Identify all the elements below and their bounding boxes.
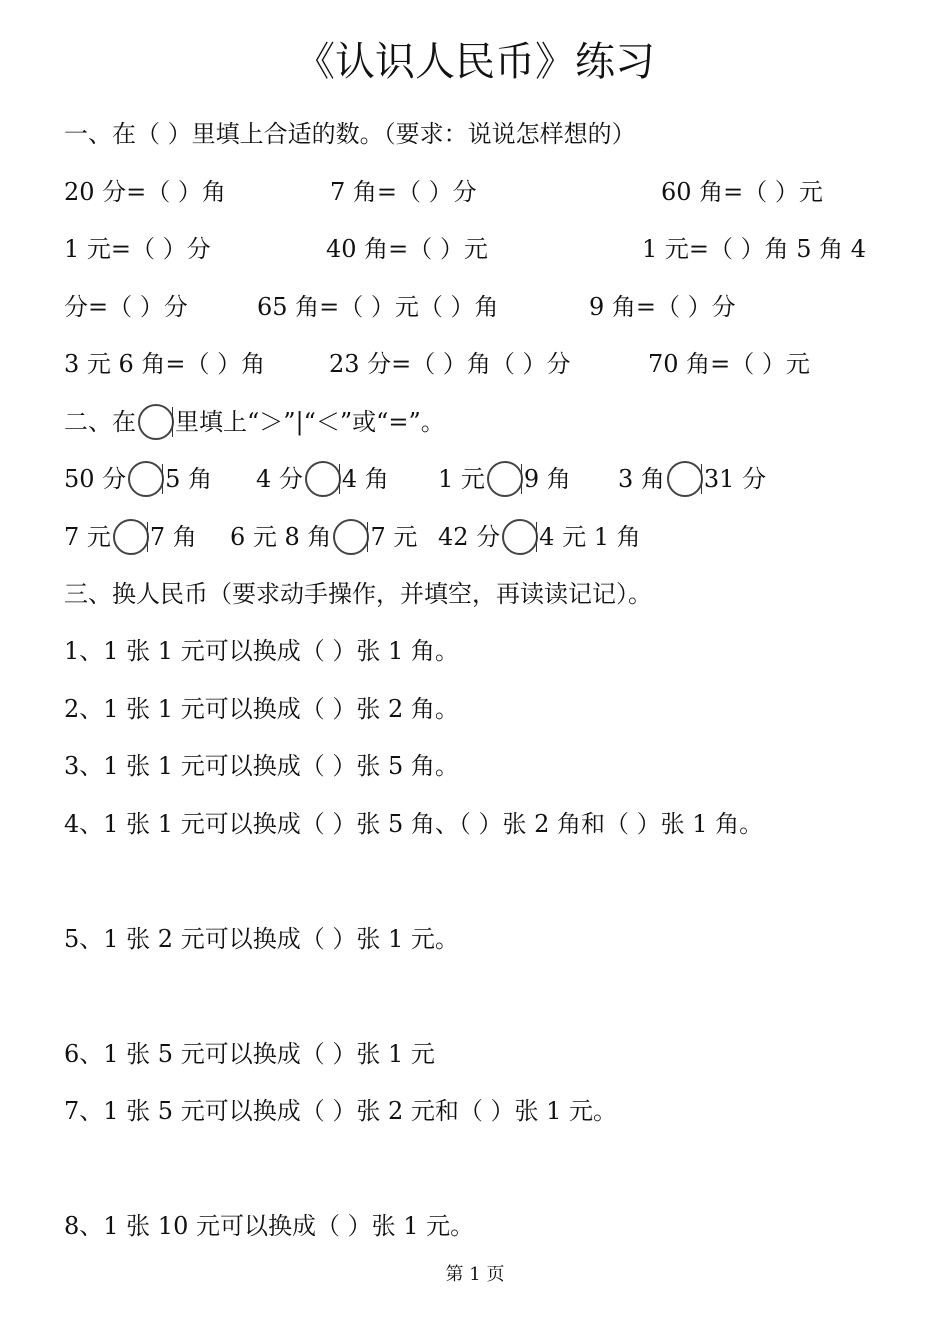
section1-row-1: [64, 174, 894, 210]
question-cell: 20 分=（ ）角: [64, 178, 226, 206]
page-number: 第 1 页: [445, 1264, 505, 1285]
answer-circle-icon[interactable]: [138, 404, 174, 440]
exchange-item-1: 1、1 张 1 元可以换成（ ）张 1 角。: [64, 637, 459, 665]
question-cell: 40 角=（ ）元: [326, 235, 488, 263]
compare-item: [618, 461, 766, 499]
compare-left: 50 分: [64, 465, 127, 493]
compare-right: 9 角: [523, 465, 571, 493]
exchange-item-5: 5、1 张 2 元可以换成（ ）张 1 元。: [64, 925, 459, 953]
exchange-item-7: 7、1 张 5 元可以换成（ ）张 2 元和（ ）张 1 元。: [64, 1097, 618, 1125]
question-cell: 1 元=（ ）角 5 角 4: [642, 235, 867, 263]
section2-heading-after: 里填上“＞”|“＜”或“=”。: [175, 408, 445, 436]
question-cell: 1 元=（ ）分: [64, 235, 211, 263]
answer-circle-icon[interactable]: [667, 461, 703, 497]
section2-heading-before: 二、在: [64, 408, 136, 436]
compare-right: 4 角: [341, 465, 389, 493]
section2-row-2: [64, 519, 894, 555]
compare-left: 1 元: [438, 465, 485, 493]
circle-divider: [367, 522, 368, 552]
exchange-item-2: 2、1 张 1 元可以换成（ ）张 2 角。: [64, 695, 459, 723]
compare-left: 42 分: [438, 523, 501, 551]
compare-item: [438, 461, 571, 499]
answer-circle-icon[interactable]: [487, 461, 523, 497]
compare-item: [64, 519, 197, 557]
answer-circle-icon[interactable]: [305, 461, 341, 497]
compare-item: [256, 461, 389, 499]
answer-circle-icon[interactable]: [113, 519, 149, 555]
question-cell: 23 分=（ ）角（ ）分: [329, 350, 571, 378]
compare-right: 7 元: [370, 523, 418, 551]
question-cell: 3 元 6 角=（ ）角: [64, 350, 266, 378]
compare-left: 4 分: [256, 465, 303, 493]
section1-row-4: [64, 346, 894, 382]
question-cell: 70 角=（ ）元: [648, 350, 810, 378]
compare-item: [230, 519, 417, 557]
question-cell: 65 角=（ ）元（ ）角: [257, 293, 499, 321]
exchange-item-8: 8、1 张 10 元可以换成（ ）张 1 元。: [64, 1212, 475, 1240]
compare-left: 3 角: [618, 465, 665, 493]
exchange-item-3: 3、1 张 1 元可以换成（ ）张 5 角。: [64, 752, 459, 780]
question-cell: 分=（ ）分: [64, 293, 188, 321]
compare-right: 5 角: [165, 465, 213, 493]
exchange-item-4: 4、1 张 1 元可以换成（ ）张 5 角、（ ）张 2 角和（ ）张 1 角。: [64, 810, 764, 838]
circle-divider: [162, 464, 163, 494]
question-cell: 60 角=（ ）元: [661, 178, 823, 206]
circle-divider: [147, 522, 148, 552]
circle-divider: [521, 464, 522, 494]
answer-circle-icon[interactable]: [333, 519, 369, 555]
section3-heading: 三、换人民币（要求动手操作，并填空，再读读记记）。: [64, 580, 652, 608]
circle-divider: [701, 464, 702, 494]
answer-circle-icon[interactable]: [128, 461, 164, 497]
compare-item: [64, 461, 212, 499]
circle-divider: [172, 407, 173, 437]
section2-heading: [64, 404, 445, 440]
section1-heading: 一、在（ ）里填上合适的数。（要求：说说怎样想的）: [64, 120, 636, 148]
compare-right: 31 分: [703, 465, 767, 493]
section1-row-2: [64, 231, 894, 267]
question-cell: 7 角=（ ）分: [330, 178, 477, 206]
compare-left: 7 元: [64, 523, 111, 551]
answer-circle-icon[interactable]: [502, 519, 538, 555]
compare-right: 7 角: [149, 523, 197, 551]
compare-left: 6 元 8 角: [230, 523, 332, 551]
section2-row-1: [64, 461, 894, 497]
circle-divider: [339, 464, 340, 494]
page-title: 《认识人民币》练习: [295, 39, 655, 85]
circle-divider: [536, 522, 537, 552]
compare-item: [438, 519, 641, 557]
exchange-item-6: 6、1 张 5 元可以换成（ ）张 1 元: [64, 1040, 435, 1068]
section1-row-3: [64, 289, 894, 325]
compare-right: 4 元 1 角: [539, 523, 641, 551]
question-cell: 9 角=（ ）分: [589, 293, 736, 321]
